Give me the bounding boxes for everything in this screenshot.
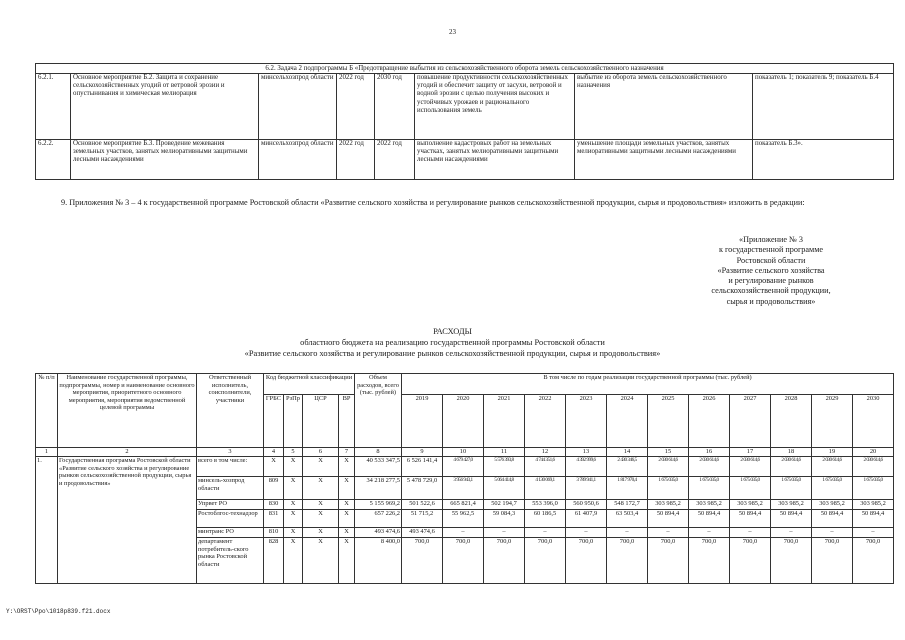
year-value: 700,0 (484, 538, 525, 584)
header-year: 2020 (443, 395, 484, 448)
table-row (36, 457, 894, 477)
year-value: 303 985,2 (771, 500, 812, 510)
year-value: 61 407,9 (566, 510, 607, 528)
year-value: 50 894,4 (771, 510, 812, 528)
year-value: – (689, 528, 730, 538)
column-number: 17 (730, 448, 771, 457)
header-year: 2021 (484, 395, 525, 448)
year-value: 303 985,2 (812, 500, 853, 510)
column-number: 3 (197, 448, 264, 457)
title-line: областного бюджета на реализацию государственной программы Ростовской области (300, 338, 605, 347)
table-row (36, 140, 894, 180)
header-year: 2024 (607, 395, 648, 448)
year-value: – (812, 528, 853, 538)
header-year: 2028 (771, 395, 812, 448)
indicator-link: показатель 1; показатель 9; показатель Б.4 (753, 74, 894, 140)
year-value: 700,0 (853, 538, 894, 584)
code-csr: X (303, 457, 339, 477)
year-value: 2 030 614,6 (689, 457, 730, 477)
start-year: 2022 год (337, 74, 375, 140)
year-value: 6 526 141,4 (402, 457, 443, 477)
total-volume: 493 474,6 (355, 528, 402, 538)
appendix-line: и регулирование рынков (728, 276, 814, 286)
column-number: 7 (339, 448, 355, 457)
year-value: 700,0 (730, 538, 771, 584)
non-implementation-consequence: выбытие из оборота земель сельскохозяйственного назначения (575, 74, 753, 140)
page-number: 23 (449, 28, 456, 36)
code-rzpr: X (284, 457, 303, 477)
year-value: 700,0 (812, 538, 853, 584)
column-number: 9 (402, 448, 443, 457)
code-csr: X (303, 538, 339, 584)
title-line: РАСХОДЫ (433, 327, 472, 336)
code-grbs: 831 (264, 510, 284, 528)
header-year: 2023 (566, 395, 607, 448)
year-value: 2 030 614,6 (771, 457, 812, 477)
column-number: 12 (525, 448, 566, 457)
code-vr: X (339, 477, 355, 500)
year-value: 700,0 (566, 538, 607, 584)
code-rzpr: X (284, 477, 303, 500)
column-number: 18 (771, 448, 812, 457)
header-name: Наименование государственной программы, подпрограммы, номер и наименование основного мероприятия, приоритетного основного мероприятия, мероприятия ведомственной целевой программы (58, 374, 197, 448)
year-value: 501 522,6 (402, 500, 443, 510)
code-csr: X (303, 500, 339, 510)
row-number: 6.2.1. (36, 74, 71, 140)
year-value: 303 985,2 (853, 500, 894, 510)
year-value: 1 675 035,0 (771, 477, 812, 500)
indicator-link: показатель Б.3». (753, 140, 894, 180)
code-vr: X (339, 510, 355, 528)
code-grbs: 809 (264, 477, 284, 500)
code-rzpr: X (284, 528, 303, 538)
year-value: – (730, 528, 771, 538)
program-number: 1. (36, 457, 58, 584)
year-value: 59 084,3 (484, 510, 525, 528)
header-volume: Объем расходов, всего (тыс. рублей) (355, 374, 402, 448)
year-value: 1 675 035,0 (853, 477, 894, 500)
appendix-line: «Развитие сельского хозяйства (717, 265, 825, 275)
year-value: 63 503,4 (607, 510, 648, 528)
year-value: 3 789 941,1 (566, 477, 607, 500)
header-num: № п/п (36, 374, 58, 448)
year-value: 50 894,4 (648, 510, 689, 528)
header-year: 2029 (812, 395, 853, 448)
year-value: 2 030 614,6 (853, 457, 894, 477)
column-number: 5 (284, 448, 303, 457)
responsible-executor: всего в том числе: (197, 457, 264, 477)
end-year: 2030 год (375, 74, 415, 140)
expected-result: повышение продуктивности сельскохозяйственных угодий и обеспечит защиту от засухи, ветровой и водной эрозии с целью получения высоких и устойчивых урожаев и рационального использования земель (415, 74, 575, 140)
header-budget-code: Код бюджетной классификации (264, 374, 355, 395)
program-name: Государственная программа Ростовской области «Развитие сельского хозяйства и регулирование рынков сельскохозяйственной продукции, сырья и продовольствия» (58, 457, 197, 584)
appendix-line: «Приложение № 3 (738, 235, 804, 244)
year-value: 4 679 427,0 (443, 457, 484, 477)
end-year: 2022 год (375, 140, 415, 180)
amendment-paragraph: 9. Приложения № 3 – 4 к государственной программе Ростовской области «Развитие сельского хозяйства и регулирование рынков сельскохозяйственной продукции, сырья и продовольствия» изложить в редакции: (61, 198, 805, 207)
header-responsible: Ответственный исполнитель, соисполнители, участники (197, 374, 264, 448)
code-csr: X (303, 528, 339, 538)
responsible-executor: департамент потребитель-ского рынка Ростовской области (197, 538, 264, 584)
year-value: 493 474,6 (402, 528, 443, 538)
header-years-group: В том числе по годам реализации государственной программы (тыс. рублей) (402, 374, 894, 395)
year-value: 5 478 729,0 (402, 477, 443, 500)
column-number: 13 (566, 448, 607, 457)
code-vr: X (339, 457, 355, 477)
code-rzpr: X (284, 500, 303, 510)
document-title (0, 326, 905, 359)
year-value: 303 985,2 (689, 500, 730, 510)
year-value: 2 030 614,6 (812, 457, 853, 477)
year-value: 55 962,5 (443, 510, 484, 528)
year-value: 50 894,4 (812, 510, 853, 528)
year-value: 1 675 035,0 (648, 477, 689, 500)
year-value: 665 821,4 (443, 500, 484, 510)
column-number: 16 (689, 448, 730, 457)
year-value: 51 715,2 (402, 510, 443, 528)
year-value: 2 030 614,6 (648, 457, 689, 477)
code-csr: X (303, 510, 339, 528)
year-value: – (525, 528, 566, 538)
file-path: Y:\ORST\Ppo\1018p839.f21.docx (6, 608, 111, 615)
code-vr: X (339, 500, 355, 510)
year-value: 50 894,4 (853, 510, 894, 528)
year-value: 303 985,2 (648, 500, 689, 510)
activity-name: Основное мероприятие Б.2. Защита и сохранение сельскохозяйственных угодий от ветровой эрозии и опустынивания и химическая мелиорация (71, 74, 259, 140)
responsible-executor: Ростоблгос-технадзор (197, 510, 264, 528)
year-value: 60 186,5 (525, 510, 566, 528)
appendix-line: к государственной программе (718, 245, 824, 255)
year-value: 700,0 (689, 538, 730, 584)
year-value: 700,0 (607, 538, 648, 584)
year-value: 1 675 035,0 (689, 477, 730, 500)
column-number: 1 (36, 448, 58, 457)
header-year: 2022 (525, 395, 566, 448)
column-number: 20 (853, 448, 894, 457)
column-number: 10 (443, 448, 484, 457)
code-grbs: 828 (264, 538, 284, 584)
year-value: 2 030 614,6 (730, 457, 771, 477)
header-year: 2025 (648, 395, 689, 448)
expenses-table (35, 373, 894, 584)
year-value: 700,0 (648, 538, 689, 584)
responsible-executor: минтранс РО (197, 528, 264, 538)
total-volume: 40 533 347,5 (355, 457, 402, 477)
code-grbs: X (264, 457, 284, 477)
code-csr: X (303, 477, 339, 500)
task-header: 6.2. Задача 2 подпрограммы Б «Предотвращение выбытия из сельскохозяйственного оборота земель сельскохозяйственного назначения (36, 64, 894, 74)
expected-result: выполнение кадастровых работ на земельных участках, занятых мелиоративными защитными лесными насаждениями (415, 140, 575, 180)
year-value: 700,0 (525, 538, 566, 584)
responsible-executor: Упрвет РО (197, 500, 264, 510)
year-value: 4 744 351,6 (525, 457, 566, 477)
responsible-executor: минсель-хозпрод области (197, 477, 264, 500)
title-line: «Развитие сельского хозяйства и регулирование рынков сельскохозяйственной продукции, сырья и продовольствия» (244, 349, 661, 358)
column-number: 6 (303, 448, 339, 457)
activity-name: Основное мероприятие Б.3. Проведение межевания земельных участков, занятых мелиоративными защитными лесными насаждениями (71, 140, 259, 180)
year-value: – (484, 528, 525, 538)
code-grbs: 810 (264, 528, 284, 538)
year-value: 50 894,4 (730, 510, 771, 528)
header-grbs: ГРБС (264, 395, 284, 448)
column-number: 11 (484, 448, 525, 457)
year-value: 560 950,6 (566, 500, 607, 510)
code-vr: X (339, 528, 355, 538)
year-value: 700,0 (402, 538, 443, 584)
total-volume: 657 226,2 (355, 510, 402, 528)
code-rzpr: X (284, 538, 303, 584)
year-value: – (566, 528, 607, 538)
executor: минсельхозпрод области (259, 140, 337, 180)
total-volume: 5 155 969,2 (355, 500, 402, 510)
header-csr: ЦСР (303, 395, 339, 448)
column-number: 19 (812, 448, 853, 457)
activities-table (35, 63, 894, 180)
year-value: 502 194,7 (484, 500, 525, 510)
header-year: 2019 (402, 395, 443, 448)
year-value: 1 817 970,4 (607, 477, 648, 500)
year-value: 4 130 069,1 (525, 477, 566, 500)
year-value: 700,0 (443, 538, 484, 584)
appendix-line: Ростовской области (736, 255, 806, 265)
year-value: 303 985,2 (730, 500, 771, 510)
appendix-line: сельскохозяйственной продукции, (711, 286, 831, 296)
year-value: 5 064 414,8 (484, 477, 525, 500)
row-number: 6.2.2. (36, 140, 71, 180)
year-value: – (648, 528, 689, 538)
year-value: 553 396,0 (525, 500, 566, 510)
year-value: 4 392 999,6 (566, 457, 607, 477)
column-number: 2 (58, 448, 197, 457)
year-value: 2 430 346,5 (607, 457, 648, 477)
year-value: 700,0 (771, 538, 812, 584)
year-value: 548 172,7 (607, 500, 648, 510)
year-value: 1 675 035,0 (812, 477, 853, 500)
year-value: – (853, 528, 894, 538)
code-grbs: 830 (264, 500, 284, 510)
code-rzpr: X (284, 510, 303, 528)
year-value: 3 956 943,1 (443, 477, 484, 500)
year-value: 50 894,4 (689, 510, 730, 528)
table-row (36, 74, 894, 140)
executor: минсельхозпрод области (259, 74, 337, 140)
column-number: 15 (648, 448, 689, 457)
column-number: 8 (355, 448, 402, 457)
appendix-line: сырья и продовольствия» (726, 296, 816, 306)
year-value: – (443, 528, 484, 538)
header-year: 2026 (689, 395, 730, 448)
header-year: 2027 (730, 395, 771, 448)
start-year: 2022 год (337, 140, 375, 180)
code-vr: X (339, 538, 355, 584)
appendix-heading (671, 235, 871, 307)
year-value: 5 576 393,8 (484, 457, 525, 477)
column-numbers-row (36, 448, 894, 457)
non-implementation-consequence: уменьшение площади земельных участков, занятых мелиоративными защитными лесными насаждениями (575, 140, 753, 180)
year-value: – (607, 528, 648, 538)
year-value: 1 675 035,0 (730, 477, 771, 500)
header-vr: ВР (339, 395, 355, 448)
column-number: 14 (607, 448, 648, 457)
header-rzpr: РзПр (284, 395, 303, 448)
total-volume: 8 400,0 (355, 538, 402, 584)
year-value: – (771, 528, 812, 538)
header-year: 2030 (853, 395, 894, 448)
total-volume: 34 218 277,5 (355, 477, 402, 500)
column-number: 4 (264, 448, 284, 457)
